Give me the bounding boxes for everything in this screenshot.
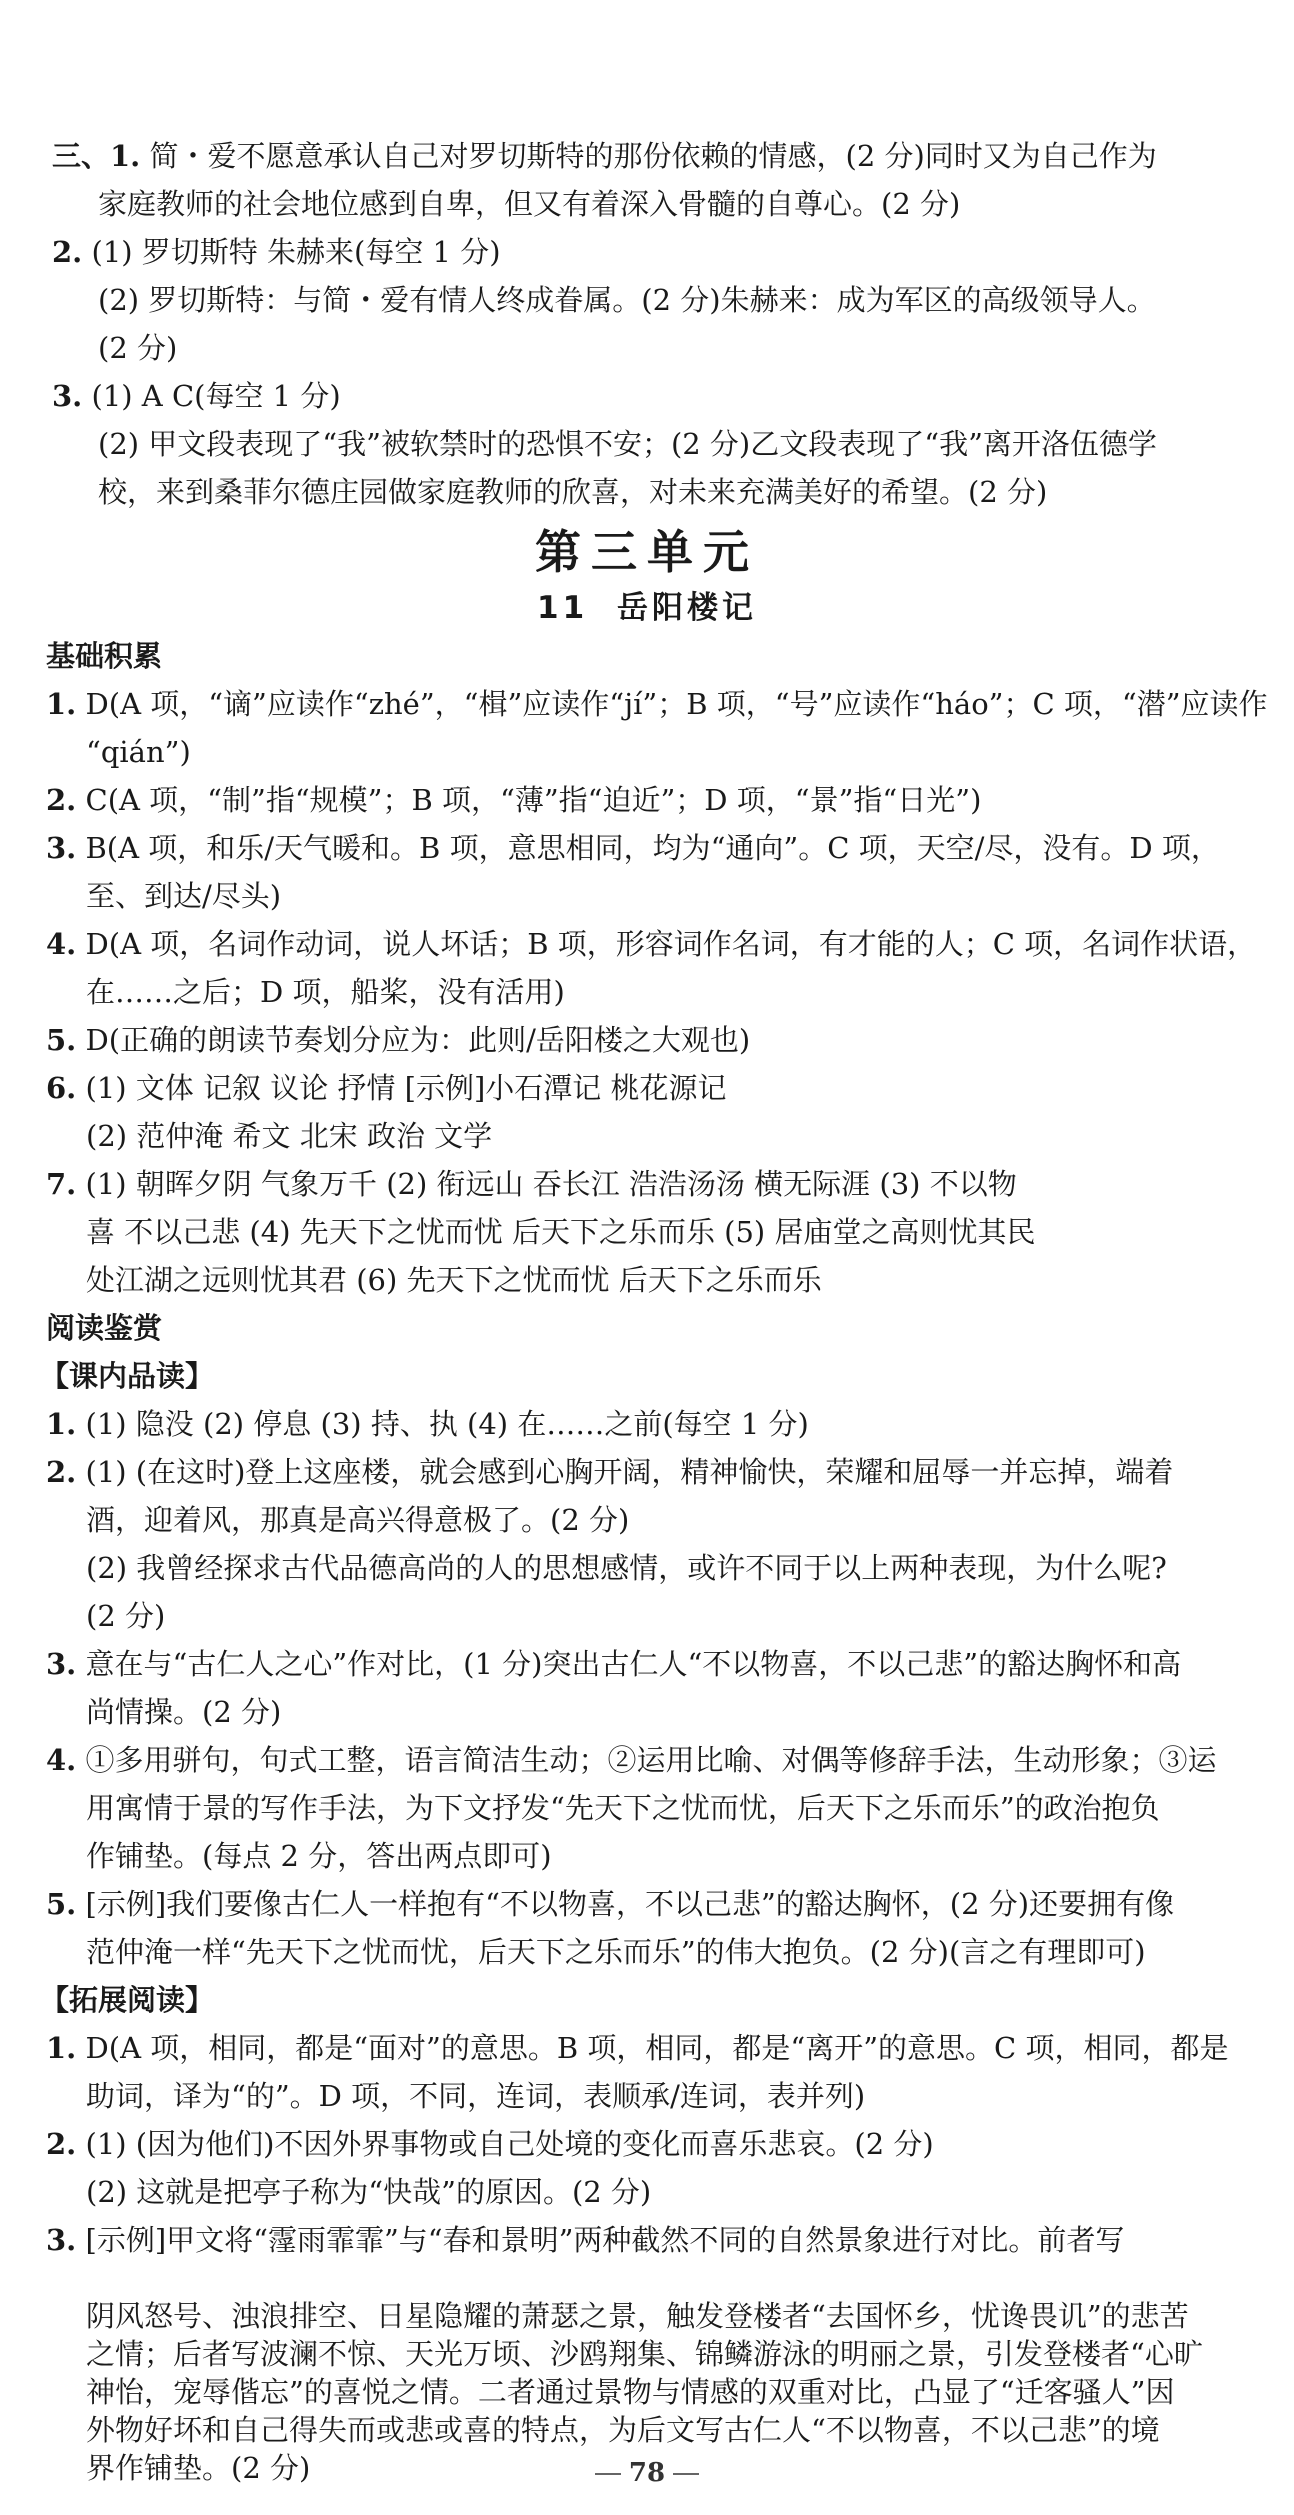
- answer-line: 助词，译为“的”。D 项，不同，连词，表顺承/连词，表并列): [86, 2079, 866, 2113]
- answer-text: (1) (在这时)登上这座楼，就会感到心胸开阔，精神愉快，荣耀和屈辱一并忘掉，端着: [76, 1455, 1174, 1489]
- answer-line: [46, 828, 1220, 868]
- item-number: 3.: [46, 2223, 77, 2257]
- answer-line: 在……之后；D 项，船桨，没有活用): [86, 975, 565, 1009]
- item-number: 2.: [46, 1455, 77, 1489]
- lesson-title: 11 岳阳楼记: [537, 590, 757, 626]
- answer-line: 校，来到桑菲尔德庄园做家庭教师的欣喜，对未来充满美好的希望。(2 分): [98, 475, 1048, 509]
- answer-line: (2 分): [86, 1599, 166, 1633]
- item-number: 4.: [46, 1743, 77, 1777]
- subsection-heading-inclass: 【课内品读】: [40, 1359, 215, 1393]
- answer-text: 简・爱不愿意承认自己对罗切斯特的那份依赖的情感，(2 分)同时又为自己作为: [140, 139, 1157, 173]
- answer-line: (2) 这就是把亭子称为“快哉”的原因。(2 分): [86, 2175, 652, 2209]
- answer-line: [46, 1644, 1181, 1684]
- answer-line: [46, 1884, 1174, 1924]
- answer-line: 界作铺垫。(2 分): [86, 2451, 311, 2485]
- answer-line: “qián”): [86, 735, 191, 769]
- answer-line: 酒，迎着风，那真是高兴得意极了。(2 分): [86, 1503, 630, 1537]
- item-number: 5.: [46, 1887, 77, 1921]
- answer-text: D(A 项，相同，都是“面对”的意思。B 项，相同，都是“离开”的意思。C 项，相同，都是: [76, 2031, 1229, 2065]
- item-number: 1.: [46, 2031, 77, 2065]
- unit-title: 第三单元: [535, 525, 759, 579]
- item-number: 1.: [46, 1407, 77, 1441]
- answer-line: 至、到达/尽头): [86, 879, 282, 913]
- footer-dash-right: [673, 2473, 699, 2475]
- answer-line: [46, 1452, 1173, 1492]
- answer-text: [示例]甲文将“霪雨霏霏”与“春和景明”两种截然不同的自然景象进行对比。前者写: [76, 2223, 1125, 2257]
- page-footer: [0, 2458, 1294, 2488]
- answer-line: [46, 684, 1268, 724]
- answer-line: [46, 1404, 809, 1444]
- answer-line: [46, 1164, 1017, 1204]
- answer-line: 喜 不以己悲 (4) 先天下之忧而忧 后天下之乐而乐 (5) 居庙堂之高则忧其民: [86, 1215, 1036, 1249]
- answer-line: [46, 1740, 1217, 1780]
- answer-line: [52, 376, 341, 416]
- answer-line: [52, 232, 501, 272]
- answer-text: [示例]我们要像古仁人一样抱有“不以物喜，不以己悲”的豁达胸怀，(2 分)还要拥有像: [76, 1887, 1175, 1921]
- answer-text: 意在与“古仁人之心”作对比，(1 分)突出古仁人“不以物喜，不以己悲”的豁达胸怀和高: [76, 1647, 1182, 1681]
- section-heading-basic: 基础积累: [46, 639, 163, 673]
- answer-text: C(A 项，“制”指“规模”；B 项，“薄”指“迫近”；D 项，“景”指“日光”): [76, 783, 982, 817]
- answer-line: [46, 780, 981, 820]
- answer-text: (1) 朝晖夕阴 气象万千 (2) 衔远山 吞长江 浩浩汤汤 横无际涯 (3) 不以物: [76, 1167, 1017, 1201]
- answer-text: (1) 罗切斯特 朱赫来(每空 1 分): [82, 235, 501, 269]
- answer-line: 用寓情于景的写作手法，为下文抒发“先天下之忧而忧，后天下之乐而乐”的政治抱负: [86, 1791, 1160, 1825]
- answer-line: (2) 范仲淹 希文 北宋 政治 文学: [86, 1119, 493, 1153]
- answer-line: [46, 1020, 750, 1060]
- item-number: 2.: [46, 783, 77, 817]
- answer-text: D(A 项，名词作动词，说人坏话；B 项，形容词作名词，有才能的人；C 项，名词作状语，: [76, 927, 1257, 961]
- answer-text: (1) 隐没 (2) 停息 (3) 持、执 (4) 在……之前(每空 1 分): [76, 1407, 809, 1441]
- answer-line: 之情；后者写波澜不惊、天光万顷、沙鸥翔集、锦鳞游泳的明丽之景，引发登楼者“心旷: [86, 2337, 1203, 2371]
- answer-line: [52, 136, 1157, 176]
- answer-text: D(A 项，“谪”应读作“zhé”，“楫”应读作“jí”；B 项，“号”应读作“háo”；C 项，“潜”应读作: [76, 687, 1268, 721]
- answer-text: B(A 项，和乐/天气暖和。B 项，意思相同，均为“通向”。C 项，天空/尽，没有。D 项，: [76, 831, 1220, 865]
- answer-text: D(正确的朗读节奏划分应为：此则/岳阳楼之大观也): [76, 1023, 751, 1057]
- answer-line: [46, 924, 1256, 964]
- answer-text: ①多用骈句，句式工整，语言简洁生动；②运用比喻、对偶等修辞手法，生动形象；③运: [76, 1743, 1217, 1777]
- answer-line: (2) 罗切斯特：与简・爱有情人终成眷属。(2 分)朱赫来：成为军区的高级领导人。: [98, 283, 1156, 317]
- answer-text: (1) 文体 记叙 议论 抒情 [示例]小石潭记 桃花源记: [76, 1071, 727, 1105]
- answer-text: (1) (因为他们)不因外界事物或自己处境的变化而喜乐悲哀。(2 分): [76, 2127, 934, 2161]
- answer-line: 外物好坏和自己得失而或悲或喜的特点，为后文写古仁人“不以物喜，不以己悲”的境: [86, 2413, 1160, 2447]
- answer-line: [46, 1068, 727, 1108]
- answer-line: [46, 2028, 1228, 2068]
- item-number: 6.: [46, 1071, 77, 1105]
- answer-line: [46, 2124, 934, 2164]
- section-heading-reading: 阅读鉴赏: [46, 1311, 163, 1345]
- item-number: 7.: [46, 1167, 77, 1201]
- answer-line: (2 分): [98, 331, 178, 365]
- answer-line: 作铺垫。(每点 2 分，答出两点即可): [86, 1839, 552, 1873]
- answer-line: [46, 2220, 1124, 2260]
- item-number: 1.: [46, 687, 77, 721]
- item-number: 2.: [46, 2127, 77, 2161]
- answer-line: 尚情操。(2 分): [86, 1695, 282, 1729]
- answer-line: (2) 我曾经探求古代品德高尚的人的思想感情，或许不同于以上两种表现，为什么呢?: [86, 1551, 1167, 1585]
- answer-line: 范仲淹一样“先天下之忧而忧，后天下之乐而乐”的伟大抱负。(2 分)(言之有理即可): [86, 1935, 1146, 1969]
- item-number: 3.: [46, 1647, 77, 1681]
- answer-line: 阴风怒号、浊浪排空、日星隐耀的萧瑟之景，触发登楼者“去国怀乡，忧谗畏讥”的悲苦: [86, 2299, 1189, 2333]
- item-number: 3.: [46, 831, 77, 865]
- answer-line: 家庭教师的社会地位感到自卑，但又有着深入骨髓的自尊心。(2 分): [98, 187, 961, 221]
- page-number: 78: [628, 2458, 666, 2488]
- item-number: 4.: [46, 927, 77, 961]
- answer-text: (1) A C(每空 1 分): [82, 379, 341, 413]
- item-number: 三、1.: [52, 139, 141, 173]
- answer-line: 神怡，宠辱偕忘”的喜悦之情。二者通过景物与情感的双重对比，凸显了“迁客骚人”因: [86, 2375, 1175, 2409]
- answer-line: 处江湖之远则忧其君 (6) 先天下之忧而忧 后天下之乐而乐: [86, 1263, 822, 1297]
- item-number: 3.: [52, 379, 83, 413]
- subsection-heading-extended: 【拓展阅读】: [40, 1983, 215, 2017]
- footer-dash-left: [595, 2473, 621, 2475]
- answer-line: (2) 甲文段表现了“我”被软禁时的恐惧不安；(2 分)乙文段表现了“我”离开洛伍德学: [98, 427, 1157, 461]
- item-number: 5.: [46, 1023, 77, 1057]
- item-number: 2.: [52, 235, 83, 269]
